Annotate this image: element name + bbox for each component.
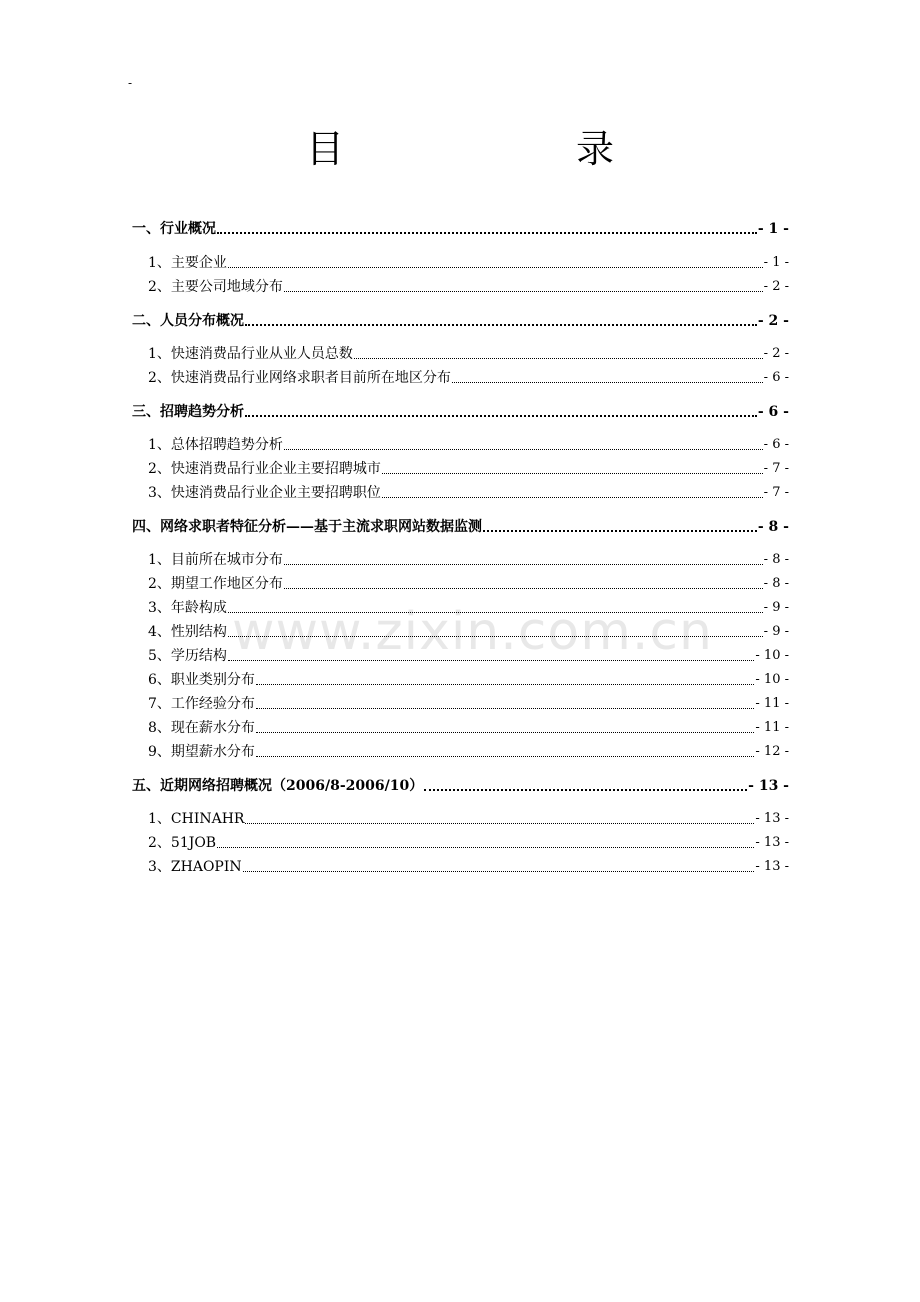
toc-page-number: - 13 - xyxy=(755,859,789,874)
toc-dot-leader xyxy=(452,381,763,383)
toc-page-number: - 9 - xyxy=(763,600,789,615)
toc-entry-label: 二、人员分布概况 xyxy=(132,313,244,329)
toc-dot-leader xyxy=(217,846,754,848)
toc-dot-leader xyxy=(217,231,757,234)
toc-page-number: - 11 - xyxy=(755,720,789,735)
toc-page-number: - 11 - xyxy=(755,696,789,711)
toc-page-number: - 10 - xyxy=(755,672,789,687)
toc-dot-leader xyxy=(284,290,763,292)
toc-entry-label: 4、性别结构 xyxy=(148,624,227,640)
toc-dot-leader xyxy=(284,563,763,565)
toc-section-entry[interactable] xyxy=(132,517,789,537)
toc-page-number: - 2 - xyxy=(763,346,789,361)
toc-page-number: - 10 - xyxy=(755,648,789,663)
toc-title: 目 录 xyxy=(305,127,666,171)
toc-page-number: - 12 - xyxy=(755,744,789,759)
toc-subsection-entry[interactable] xyxy=(132,598,789,618)
toc-entry-label: 三、招聘趋势分析 xyxy=(132,404,244,420)
toc-page-number: - 8 - xyxy=(763,552,789,567)
toc-entry-label: 2、期望工作地区分布 xyxy=(148,576,283,592)
toc-entry-label: 3、年龄构成 xyxy=(148,600,227,616)
toc-subsection-entry[interactable] xyxy=(132,742,789,762)
toc-subsection-entry[interactable] xyxy=(132,368,789,388)
toc-page-number: - 1 - xyxy=(763,255,789,270)
toc-subsection-entry[interactable] xyxy=(132,344,789,364)
toc-section-entry[interactable] xyxy=(132,776,789,796)
toc-subsection-entry[interactable] xyxy=(132,833,789,853)
toc-entry-label: 6、职业类别分布 xyxy=(148,672,255,688)
toc-dot-leader xyxy=(256,755,754,757)
toc-dot-leader xyxy=(256,707,754,709)
toc-dot-leader xyxy=(245,323,757,326)
watermark: www.zixin.com.cn xyxy=(232,602,713,662)
toc-entry-label: 2、快速消费品行业网络求职者目前所在地区分布 xyxy=(148,370,451,386)
toc-subsection-entry[interactable] xyxy=(132,670,789,690)
toc-dot-leader xyxy=(256,731,754,733)
toc-entry-label: 五、近期网络招聘概况（2006/8-2006/10） xyxy=(132,778,424,794)
toc-page-number: - 9 - xyxy=(763,624,789,639)
toc-dot-leader xyxy=(228,635,763,637)
toc-entry-label: 9、期望薪水分布 xyxy=(148,744,255,760)
toc-entry-label: 四、网络求职者特征分析——基于主流求职网站数据监测 xyxy=(132,519,482,535)
toc-entry-label: 3、快速消费品行业企业主要招聘职位 xyxy=(148,485,381,501)
toc-subsection-entry[interactable] xyxy=(132,435,789,455)
toc-subsection-entry[interactable] xyxy=(132,483,789,503)
toc-page-number: - 13 - xyxy=(755,835,789,850)
toc-dot-leader xyxy=(245,822,754,824)
toc-page-number: - 7 - xyxy=(763,485,789,500)
toc-entry-label: 5、学历结构 xyxy=(148,648,227,664)
toc-page-number: - 6 - xyxy=(763,370,789,385)
toc-entry-label: 1、目前所在城市分布 xyxy=(148,552,283,568)
toc-subsection-entry[interactable] xyxy=(132,646,789,666)
toc-subsection-entry[interactable] xyxy=(132,694,789,714)
toc-page-number: - 8 - xyxy=(757,519,789,535)
toc-page-number: - 8 - xyxy=(763,576,789,591)
toc-subsection-entry[interactable] xyxy=(132,459,789,479)
toc-subsection-entry[interactable] xyxy=(132,253,789,273)
toc-dot-leader xyxy=(228,611,763,613)
toc-subsection-entry[interactable] xyxy=(132,550,789,570)
toc-page-number: - 7 - xyxy=(763,461,789,476)
toc-dot-leader xyxy=(256,683,754,685)
corner-mark: - xyxy=(128,76,133,90)
toc-subsection-entry[interactable] xyxy=(132,718,789,738)
toc-entry-label: 1、总体招聘趋势分析 xyxy=(148,437,283,453)
toc-page-number: - 2 - xyxy=(757,313,789,329)
toc-page-number: - 13 - xyxy=(755,811,789,826)
toc-page-number: - 2 - xyxy=(763,279,789,294)
toc-subsection-entry[interactable] xyxy=(132,574,789,594)
toc-dot-leader xyxy=(354,357,763,359)
toc-entry-label: 2、主要公司地域分布 xyxy=(148,279,283,295)
toc-entry-label: 2、快速消费品行业企业主要招聘城市 xyxy=(148,461,381,477)
toc-entry-label: 1、快速消费品行业从业人员总数 xyxy=(148,346,353,362)
toc-dot-leader xyxy=(228,266,763,268)
toc-subsection-entry[interactable] xyxy=(132,857,789,877)
toc-subsection-entry[interactable] xyxy=(132,809,789,829)
toc-subsection-entry[interactable] xyxy=(132,622,789,642)
toc-entry-label: 8、现在薪水分布 xyxy=(148,720,255,736)
toc-section-entry[interactable] xyxy=(132,402,789,422)
toc-dot-leader xyxy=(228,659,754,661)
toc-dot-leader xyxy=(483,529,757,532)
toc-section-entry[interactable] xyxy=(132,311,789,331)
toc-page-number: - 6 - xyxy=(757,404,789,420)
toc-dot-leader xyxy=(243,870,755,872)
toc-dot-leader xyxy=(245,414,757,417)
toc-page-number: - 6 - xyxy=(763,437,789,452)
toc-dot-leader xyxy=(382,472,763,474)
toc-dot-leader xyxy=(284,587,763,589)
toc-dot-leader xyxy=(382,496,763,498)
toc-entry-label: 3、ZHAOPIN xyxy=(148,859,242,875)
toc-entry-label: 7、工作经验分布 xyxy=(148,696,255,712)
toc-page-number: - 1 - xyxy=(757,221,789,237)
toc-dot-leader xyxy=(284,448,763,450)
toc-entry-label: 一、行业概况 xyxy=(132,221,216,237)
toc-entry-label: 1、CHINAHR xyxy=(148,811,245,827)
toc-entry-label: 1、主要企业 xyxy=(148,255,227,271)
toc-page-number: - 13 - xyxy=(748,778,789,794)
toc-section-entry[interactable] xyxy=(132,219,789,239)
toc-dot-leader xyxy=(424,788,747,791)
toc-entry-label: 2、51JOB xyxy=(148,835,217,851)
toc-subsection-entry[interactable] xyxy=(132,277,789,297)
